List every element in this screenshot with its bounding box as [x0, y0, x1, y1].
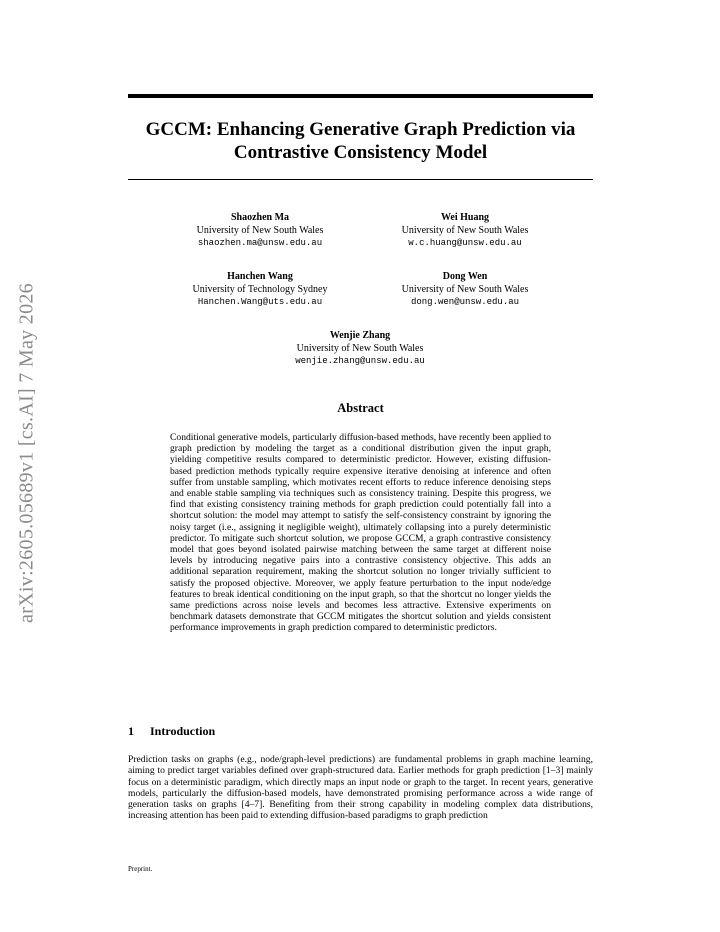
introduction-text: Prediction tasks on graphs (e.g., node/graph-level predictions) are fundamental problems in graph machine learning, aiming to predict target variables defined over graph-structured data. Earlier methods for graph prediction [1–3] mainly focus on a deterministic paradigm, which directly maps an input node or graph to the target. In recent years, generative models, particularly the diffusion-based models, have demonstrated promising performance across a wide range of generation tasks on graphs [4–7]. Benefiting from their strong capability in modeling complex data distributions, increasing attention has been paid to extending diffusion-based paradigms to graph prediction: [128, 754, 593, 822]
author-name: Wenjie Zhang: [329, 330, 391, 341]
author-name: Hanchen Wang: [227, 271, 293, 282]
title-top-rule: [128, 94, 593, 98]
abstract-heading: Abstract: [337, 401, 384, 415]
author-block: [160, 212, 360, 250]
arxiv-identifier: [12, 268, 42, 638]
section-number: 1: [128, 724, 134, 738]
author-email: shaozhen.ma@unsw.edu.au: [197, 238, 323, 248]
title-bottom-rule: [128, 179, 593, 180]
author-name: Dong Wen: [442, 271, 488, 282]
section-heading: [128, 724, 215, 739]
author-block: [365, 271, 565, 309]
author-block: [260, 330, 460, 368]
paper-title: GCCM: Enhancing Generative Graph Prediction via Contrastive Consistency Model: [145, 119, 576, 163]
author-affiliation: University of New South Wales: [296, 342, 424, 354]
author-email: wenjie.zhang@unsw.edu.au: [295, 356, 425, 366]
author-email: w.c.huang@unsw.edu.au: [408, 238, 522, 248]
author-name: Wei Huang: [440, 212, 490, 223]
author-affiliation: University of New South Wales: [401, 283, 529, 295]
author-affiliation: University of New South Wales: [401, 224, 529, 236]
section-title: Introduction: [150, 724, 216, 738]
author-affiliation: University of New South Wales: [196, 224, 324, 236]
footer-note: Preprint.: [128, 865, 153, 873]
author-affiliation: University of Technology Sydney: [192, 283, 328, 295]
author-name: Shaozhen Ma: [230, 212, 290, 223]
arxiv-identifier-text: arXiv:2605.05689v1 [cs.AI] 7 May 2026: [15, 283, 38, 623]
author-block: [365, 212, 565, 250]
author-email: Hanchen.Wang@uts.edu.au: [197, 297, 323, 307]
abstract-text: Conditional generative models, particularly diffusion-based methods, have recently been applied to graph prediction by modeling the target as a conditional distribution given the input graph, yielding competitive results compared to deterministic predictor. However, existing diffusion-based prediction methods typically require expensive iterative denoising at inference and often suffer from unstable sampling, which motivates recent efforts to reduce inference denoising steps and enable stable sampling via techniques such as consistency training. Despite this progress, we find that existing consistency training methods for graph prediction could potentially fall into a shortcut solution: the model may attempt to satisfy the self-consistency constraint by ignoring the noisy target (i.e., assigning it negligible weight), ultimately collapsing into a purely deterministic predictor. To mitigate such shortcut solution, we propose GCCM, a graph contrastive consistency model that goes beyond isolated pairwise matching between the same target at different noise levels by introducing negative pairs into a contrastive consistency objective. This adds an additional separation requirement, making the shortcut solution no longer trivially sufficient to satisfy the proposed objective. Moreover, we apply feature perturbation to the input node/edge features to break identical conditioning on the input graph, so that the shortcut no longer yields the same predictions across noise levels and becomes less attractive. Extensive experiments on benchmark datasets demonstrate that GCCM mitigates the shortcut solution and yields consistent performance improvements in graph prediction compared to deterministic predictors.: [170, 432, 551, 634]
author-block: [160, 271, 360, 309]
author-email: dong.wen@unsw.edu.au: [410, 297, 520, 307]
